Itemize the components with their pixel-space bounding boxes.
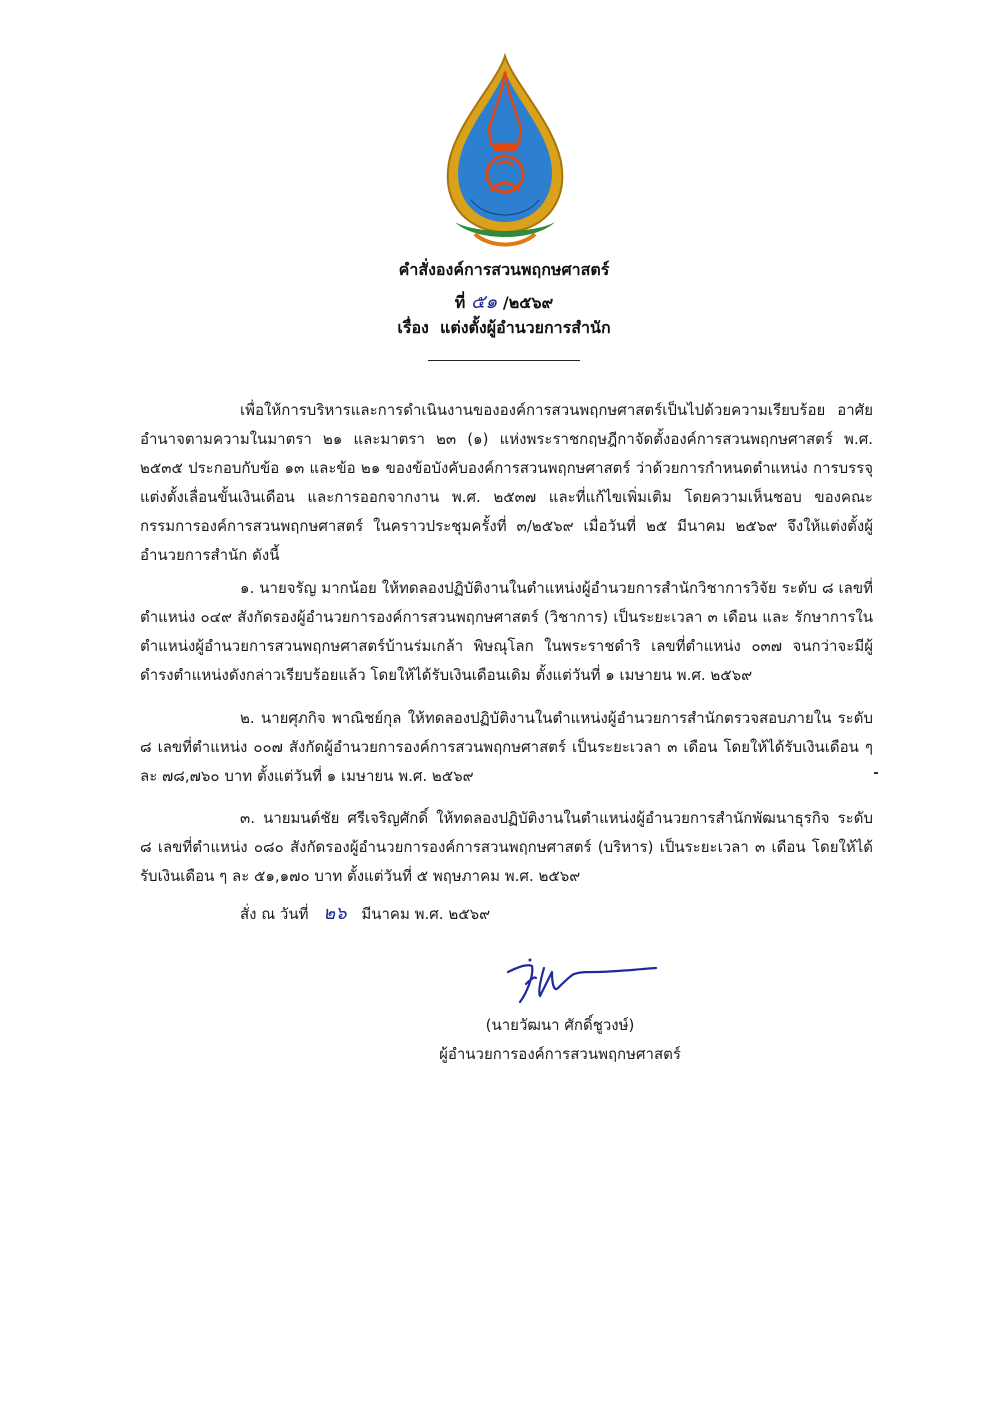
subject-text: แต่งตั้งผู้อำนวยการสำนัก — [440, 318, 611, 337]
signature-image — [490, 950, 680, 1010]
order-date-prefix: สั่ง ณ วันที่ — [240, 905, 309, 923]
order-subject — [0, 316, 1008, 341]
stray-mark — [874, 772, 878, 774]
appointment-item-1: ๑. นายจรัญ มากน้อย ให้ทดลองปฏิบัติงานในตำแหน่งผู้อำนวยการสำนักวิชาการวิจัย ระดับ ๘ เลขที่ตำแหน่ง ๐๔๙ สังกัดรองผู้อำนวยการองค์การสวนพฤกษศาสตร์ (วิชาการ) เป็นระยะเวลา ๓ เดือน และ รักษาการในตำแหน่งผู้อำนวยการสวนพฤกษศาสตร์บ้านร่มเกล้า พิษณุโลก ในพระราชดำริ เลขที่ตำแหน่ง ๐๓๗ จนกว่าจะมีผู้ดำรงตำแหน่งดังกล่าวเรียบร้อยแล้ว โดยให้ได้รับเงินเดือนเดิม ตั้งแต่วันที่ ๑ เมษายน พ.ศ. ๒๕๖๙ — [140, 579, 873, 684]
order-title: คำสั่งองค์การสวนพฤกษศาสตร์ — [398, 260, 610, 279]
order-number-suffix: /๒๕๖๙ — [502, 293, 554, 312]
appointment-item-2: ๒. นายศุภกิจ พาณิชย์กุล ให้ทดลองปฏิบัติงานในตำแหน่งผู้อำนวยการสำนักตรวจสอบภายใน ระดับ ๘ เลขที่ตำแหน่ง ๐๐๗ สังกัดผู้อำนวยการองค์การสวนพฤกษศาสตร์ เป็นระยะเวลา ๓ เดือน โดยให้ได้รับเงินเดือน ๆ ละ ๗๘,๗๖๐ บาท ตั้งแต่วันที่ ๑ เมษายน พ.ศ. ๒๕๖๙ — [140, 709, 873, 785]
subject-label: เรื่อง — [397, 318, 429, 337]
order-date — [240, 898, 490, 927]
header-divider — [428, 360, 580, 361]
order-date-suffix: มีนาคม พ.ศ. ๒๕๖๙ — [361, 905, 491, 923]
signer-name: (นายวัฒนา ศักดิ์ชูวงษ์) — [485, 1016, 635, 1034]
intro-paragraph: เพื่อให้การบริหารและการดำเนินงานขององค์การสวนพฤกษศาสตร์เป็นไปด้วยความเรียบร้อย อาศัยอำนาจตามความในมาตรา ๒๑ และมาตรา ๒๓ (๑) แห่งพระราชกฤษฎีกาจัดตั้งองค์การสวนพฤกษศาสตร์ พ.ศ. ๒๕๓๕ ประกอบกับข้อ ๑๓ และข้อ ๒๑ ของข้อบังคับองค์การสวนพฤกษศาสตร์ ว่าด้วยการกำหนดตำแหน่ง การบรรจุแต่งตั้งเลื่อนขั้นเงินเดือน และการออกจากงาน พ.ศ. ๒๕๓๗ และที่แก้ไขเพิ่มเติม โดยความเห็นชอบ ของคณะกรรมการองค์การสวนพฤกษศาสตร์ ในคราวประชุมครั้งที่ ๓/๒๕๖๙ เมื่อวันที่ ๒๕ มีนาคม ๒๕๖๙ จึงให้แต่งตั้งผู้อำนวยการสำนัก ดังนี้ — [140, 401, 873, 564]
order-number-handwritten: ๕๑ — [470, 291, 498, 313]
appointment-item-3: ๓. นายมนต์ชัย ศรีเจริญศักดิ์ ให้ทดลองปฏิบัติงานในตำแหน่งผู้อำนวยการสำนักพัฒนาธุรกิจ ระดับ ๘ เลขที่ตำแหน่ง ๐๘๐ สังกัดรองผู้อำนวยการองค์การสวนพฤกษศาสตร์ (บริหาร) เป็นระยะเวลา ๓ เดือน โดยให้ได้รับเงินเดือน ๆ ละ ๕๑,๑๗๐ บาท ตั้งแต่วันที่ ๕ พฤษภาคม พ.ศ. ๒๕๖๙ — [140, 809, 873, 885]
order-number-prefix: ที่ — [454, 293, 466, 312]
organization-emblem-icon — [435, 52, 575, 252]
order-day-handwritten: ๒๖ — [323, 903, 347, 924]
order-number — [0, 287, 1008, 317]
signer-title: ผู้อำนวยการองค์การสวนพฤกษศาสตร์ — [439, 1045, 681, 1063]
